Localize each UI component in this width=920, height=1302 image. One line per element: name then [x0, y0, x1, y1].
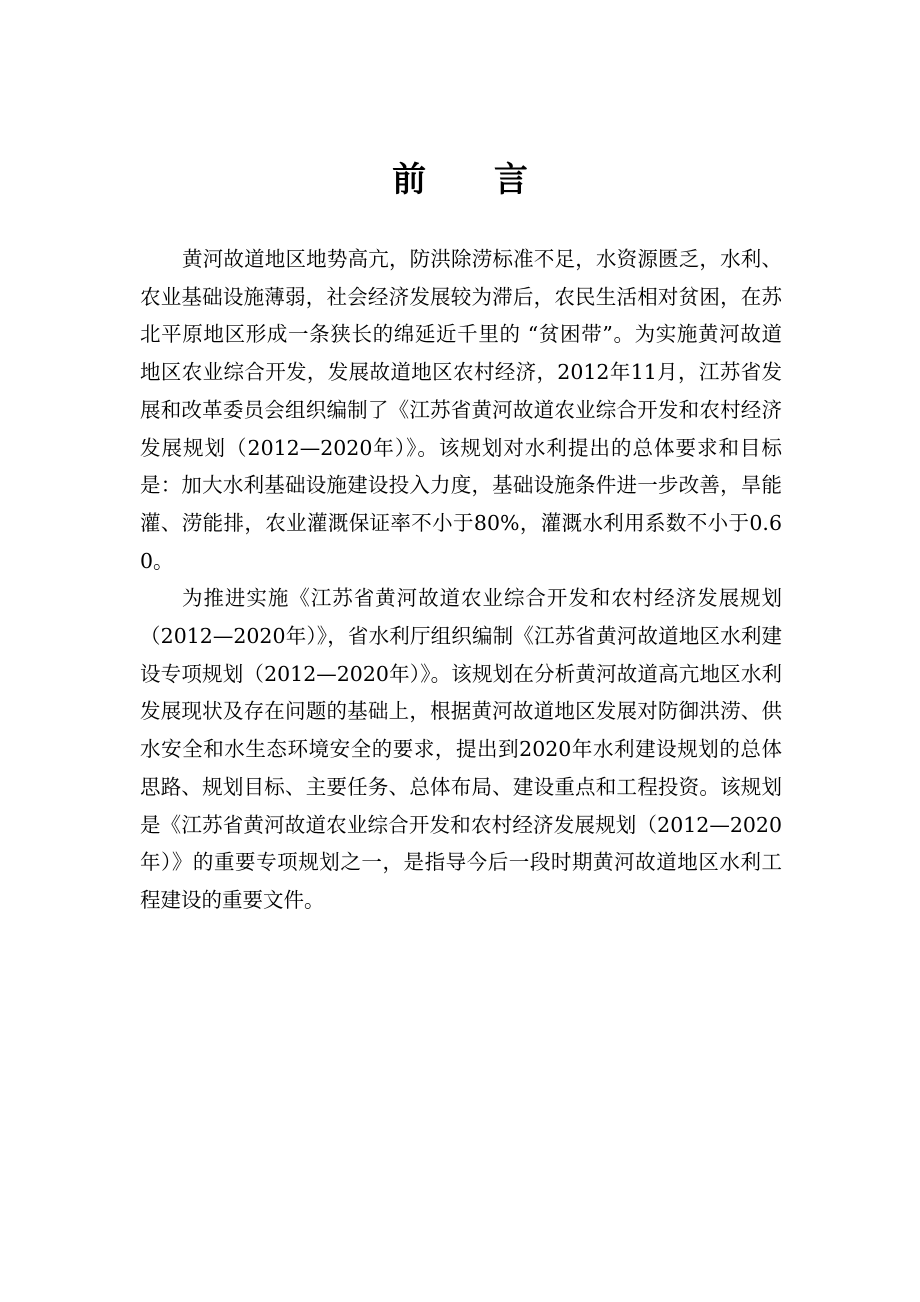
paragraph-2: 为推进实施《江苏省黄河故道农业综合开发和农村经济发展规划（2012—2020年）》，省水利厅组织编制《江苏省黄河故道地区水利建设专项规划（2012—2020年）》。该规划在分析黄河故道高亢地区水利发展现状及存在问题的基础上，根据黄河故道地区发展对防御洪涝、供水安全和水生态环境安全的要求，提出到2020年水利建设规划的总体思路、规划目标、主要任务、总体布局、建设重点和工程投资。该规划是《江苏省黄河故道农业综合开发和农村经济发展规划（2012—2020年）》的重要专项规划之一，是指导今后一段时期黄河故道地区水利工程建设的重要文件。 — [140, 586, 782, 912]
preface-body — [140, 241, 782, 920]
paragraph-1: 黄河故道地区地势高亢，防洪除涝标准不足，水资源匮乏，水利、农业基础设施薄弱，社会经济发展较为滞后，农民生活相对贫困，在苏北平原地区形成一条狭长的绵延近千里的 “贫困带”。为实施黄河故道地区农业综合开发，发展故道地区农村经济，2012年11月，江苏省发展和改革委员会组织编制了《江苏省黄河故道农业综合开发和农村经济发展规划（2012—2020年）》。该规划对水利提出的总体要求和目标是：加大水利基础设施建设投入力度，基础设施条件进一步改善，旱能灌、涝能排，农业灌溉保证率不小于80%，灌溉水利用系数不小于0.60。 — [140, 247, 782, 573]
page-title: 前 言 — [392, 160, 556, 200]
